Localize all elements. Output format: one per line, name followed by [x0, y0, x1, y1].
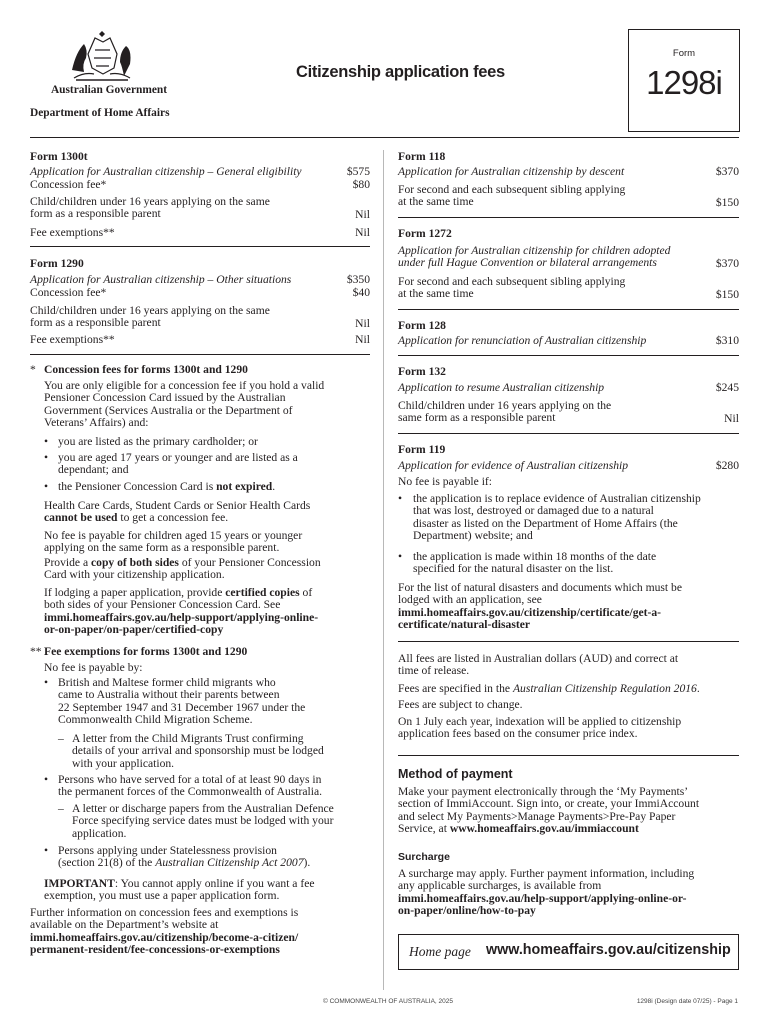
list-item-text [58, 481, 275, 493]
text-line: came to Australia without their parents between [58, 688, 280, 702]
indexation-note [398, 716, 681, 741]
concession-cards-note [44, 500, 310, 525]
list-item-text [58, 845, 310, 870]
fee-amount: $370 [715, 256, 739, 270]
text-line: applying on the same form as a responsible parent. [44, 541, 280, 555]
regulation-note [398, 683, 700, 695]
form-119-title: Form 119 [398, 443, 446, 456]
list-item-text [413, 551, 656, 576]
text-emphasis: certified copies [225, 586, 300, 599]
text-line: Government (Services Australia or the Department of [44, 403, 293, 417]
government-name: Australian Government [50, 84, 168, 96]
text-line: the permanent forces of the Commonwealth of Australia. [58, 785, 323, 799]
fee-description: under full Hague Convention or bilateral arrangements [398, 256, 657, 270]
fee-amount: $40 [352, 286, 370, 299]
fee-row [398, 460, 739, 472]
form-1300t-title: Form 1300t [30, 150, 88, 163]
bullet-icon: • [398, 550, 403, 563]
fee-amount: $80 [352, 178, 370, 191]
form-number: 1298i [646, 64, 722, 101]
text-line: A surcharge may apply. Further payment information, including [398, 867, 695, 880]
fee-row [398, 400, 739, 425]
homepage-label: Home page [409, 944, 471, 959]
text-line: Health Care Cards, Student Cards or Senior Health Cards [44, 499, 311, 512]
fee-description: Child/children under 16 years applying on the same [30, 304, 270, 317]
form-number-box [628, 29, 740, 132]
text-line: You are only eligible for a concession fee if you hold a valid [44, 379, 325, 392]
text-run: . [272, 480, 276, 493]
text-line: For the list of natural disasters and documents which must be [398, 581, 682, 594]
form-118-title: Form 118 [398, 150, 446, 163]
fee-description: Fee exemptions** [30, 226, 115, 239]
department-name: Department of Home Affairs [30, 107, 170, 119]
list-item-text [58, 774, 322, 799]
fee-description: at the same time [398, 195, 474, 209]
fee-description: Application for Australian citizenship by descent [398, 165, 625, 178]
fee-amount: Nil [355, 316, 370, 330]
text-emphasis: not expired [216, 480, 273, 493]
text-line: any applicable surcharges, is available from [398, 879, 602, 893]
text-line: No fee is payable for children aged 15 years or younger [44, 529, 303, 542]
concession-intro [44, 380, 324, 430]
text-line: A letter from the Child Migrants Trust confirming [72, 732, 304, 745]
fee-row [398, 335, 739, 347]
header-divider [30, 137, 739, 138]
copy-note [44, 557, 321, 582]
list-item-text: you are listed as the primary cardholder; or [58, 435, 258, 448]
section-divider [398, 433, 739, 434]
text-run: ). [303, 856, 311, 870]
footnote-marker: ** [30, 645, 42, 658]
form-1290-title: Form 1290 [30, 257, 84, 270]
bullet-icon: • [44, 451, 49, 464]
text-line: Further information on concession fees and exemptions is [30, 906, 299, 919]
text-line: application fees based on the consumer price index. [398, 727, 638, 741]
text-line: Pensioner Concession Card issued by the Australian [44, 391, 286, 405]
section-divider [30, 354, 370, 355]
fee-amount: $310 [715, 334, 739, 347]
text-line: A letter or discharge papers from the Australian Defence [72, 802, 334, 815]
fee-description: Concession fee* [30, 286, 107, 299]
form-label: Form [672, 48, 696, 59]
text-line: 22 September 1947 and 31 December 1967 under the [58, 700, 306, 714]
fee-description: Concession fee* [30, 178, 107, 191]
fee-row [30, 274, 370, 286]
no-fee-intro: No fee is payable if: [398, 475, 493, 488]
text-run: If lodging a paper application, provide [44, 586, 226, 599]
fee-description: Application for evidence of Australian citizenship [398, 459, 629, 472]
footnote-marker: * [30, 363, 36, 376]
section-divider [398, 755, 739, 756]
text-line: disaster as listed on the Department of Home Affairs (the [413, 516, 678, 530]
text-line: Veterans’ Affairs) and: [44, 416, 149, 430]
certified-copy-link[interactable]: or-on-paper/on-paper/certified-copy [44, 623, 224, 637]
text-run: : You cannot apply online if you want a fee [114, 877, 315, 890]
fee-row [30, 166, 370, 178]
section-divider [398, 217, 739, 218]
bullet-icon: • [44, 844, 49, 857]
text-line: lodged with an application, see [398, 593, 542, 607]
fee-row [30, 305, 370, 330]
homepage-box [398, 934, 739, 970]
fee-row [30, 287, 370, 299]
natural-disaster-link[interactable]: certificate/natural-disaster [398, 618, 530, 632]
text-run: (section 21(8) of the [58, 856, 156, 870]
list-item-text [58, 452, 298, 477]
payment-heading: Method of payment [398, 767, 513, 781]
text-line: section of ImmiAccount. Sign into, or create, your ImmiAccount [398, 797, 700, 811]
text-line: the application is made within 18 months of the date [413, 550, 657, 563]
section-divider [30, 246, 370, 247]
text-line: Card with your citizenship application. [44, 568, 225, 582]
text-line: you are aged 17 years or younger and are listed as a [58, 451, 298, 464]
natural-disaster-link[interactable]: immi.homeaffairs.gov.au/citizenship/certificate/get-a- [398, 605, 662, 619]
section-divider [398, 355, 739, 356]
list-item-text [72, 733, 324, 770]
text-line: the application is to replace evidence of Australian citizenship [413, 492, 701, 505]
text-emphasis: IMPORTANT [44, 877, 115, 890]
fee-description: Fee exemptions** [30, 333, 115, 346]
text-run: Service, at [398, 822, 450, 836]
fee-row [398, 166, 739, 178]
fee-description: Application to resume Australian citizenship [398, 381, 605, 394]
how-to-pay-link[interactable]: on-paper/online/how-to-pay [398, 904, 536, 918]
copyright-notice: © COMMONWEALTH OF AUSTRALIA, 2025 [323, 998, 453, 1005]
bullet-icon: • [398, 492, 403, 505]
fee-row [398, 245, 739, 270]
fee-description: Application for renunciation of Australian citizenship [398, 334, 647, 347]
fee-row [30, 227, 370, 239]
fee-amount: Nil [355, 207, 370, 221]
fee-description: same form as a responsible parent [398, 411, 556, 425]
form-1272-title: Form 1272 [398, 227, 452, 240]
fee-amount: $370 [715, 165, 739, 178]
bullet-icon: • [44, 773, 49, 786]
fee-amount: $575 [346, 165, 370, 178]
text-line: dependant; and [58, 463, 129, 477]
text-emphasis: copy of both sides [91, 556, 179, 569]
text-line: British and Maltese former child migrants who [58, 676, 276, 689]
bullet-icon: • [44, 676, 49, 689]
concession-heading: Concession fees for forms 1300t and 1290 [44, 363, 248, 376]
fee-description: Application for Australian citizenship – General eligibility [30, 165, 302, 178]
text-emphasis: cannot be used [44, 511, 118, 525]
page-title: Citizenship application fees [296, 63, 505, 81]
fee-amount: $280 [715, 459, 739, 472]
fee-amount: Nil [355, 226, 370, 239]
text-line: that was lost, destroyed or damaged due to a natural [413, 504, 654, 518]
dash-icon: – [58, 732, 64, 745]
fee-description: form as a responsible parent [30, 316, 161, 330]
text-line: available on the Department’s website at [30, 918, 219, 932]
list-item-text [58, 677, 305, 727]
page-info: 1298i (Design date 07/25) - Page 1 [636, 998, 738, 1005]
text-run: to get a concession fee. [117, 511, 229, 525]
text-line: All fees are listed in Australian dollars (AUD) and correct at [398, 652, 679, 665]
payment-instructions [398, 786, 699, 836]
fee-row [30, 179, 370, 191]
fee-row [398, 184, 739, 209]
text-run: of your Pensioner Concession [178, 556, 321, 569]
text-run: Provide a [44, 556, 92, 569]
certified-copy-note [44, 587, 318, 637]
fee-amount: $350 [346, 273, 370, 286]
fee-row [398, 382, 739, 394]
fee-description: Child/children under 16 years applying on the [398, 399, 612, 412]
list-item-text [72, 803, 334, 840]
children-note [44, 530, 302, 555]
text-line: Department) website; and [413, 529, 533, 543]
text-line: application. [72, 826, 127, 840]
fee-description: at the same time [398, 287, 474, 301]
bullet-icon: • [44, 480, 49, 493]
fee-description: Child/children under 16 years applying on the same [30, 195, 270, 208]
text-line: specified for the natural disaster on the list. [413, 562, 614, 576]
dash-icon: – [58, 802, 64, 815]
homepage-link[interactable]: www.homeaffairs.gov.au/citizenship [486, 942, 731, 958]
fee-description: Application for Australian citizenship – Other situations [30, 273, 292, 286]
section-divider [398, 309, 739, 310]
text-emphasis: Australian Citizenship Act 2007 [155, 856, 304, 870]
fee-amount: $245 [715, 381, 739, 394]
text-line: Persons applying under Statelessness provision [58, 844, 277, 857]
bullet-icon: • [44, 435, 49, 448]
text-run: the Pensioner Concession Card is [58, 480, 217, 493]
further-info [30, 907, 298, 957]
immiaccount-link[interactable]: www.homeaffairs.gov.au/immiaccount [449, 822, 639, 836]
fee-row [30, 196, 370, 221]
text-line: with your application. [72, 756, 175, 770]
text-line: both sides of your Pensioner Concession Card. See [44, 598, 281, 612]
fee-row [398, 276, 739, 301]
important-note [44, 878, 315, 903]
text-line: On 1 July each year, indexation will be applied to citizenship [398, 715, 682, 728]
natural-disaster-note [398, 582, 682, 632]
currency-note [398, 653, 678, 678]
text-run: . [696, 682, 700, 695]
fee-concessions-link[interactable]: immi.homeaffairs.gov.au/citizenship/become-a-citizen/ [30, 930, 299, 944]
change-note: Fees are subject to change. [398, 698, 523, 711]
surcharge-heading: Surcharge [398, 851, 450, 863]
text-line: exemption, you must use a paper application form. [44, 889, 280, 903]
text-run: of [299, 586, 313, 599]
section-divider [398, 641, 739, 642]
column-divider [383, 150, 384, 990]
exemptions-heading: Fee exemptions for forms 1300t and 1290 [44, 645, 248, 658]
fee-amount: Nil [724, 411, 739, 425]
fee-description: form as a responsible parent [30, 207, 161, 221]
exemptions-intro: No fee is payable by: [44, 661, 143, 674]
surcharge-info [398, 868, 694, 918]
text-line: Persons who have served for a total of at least 90 days in [58, 773, 322, 786]
fee-concessions-link[interactable]: permanent-resident/fee-concessions-or-exemptions [30, 943, 280, 957]
text-line: details of your arrival and sponsorship must be lodged [72, 744, 324, 758]
text-line: and select My Payments>Manage Payments>Pre-Pay Paper [398, 809, 676, 823]
list-item-text [413, 493, 701, 543]
how-to-pay-link[interactable]: immi.homeaffairs.gov.au/help-support/applying-online-or- [398, 891, 687, 905]
text-line: Commonwealth Child Migration Scheme. [58, 713, 253, 727]
certified-copy-link[interactable]: immi.homeaffairs.gov.au/help-support/applying-online- [44, 610, 319, 624]
fee-row [30, 334, 370, 346]
coat-of-arms-logo [66, 30, 138, 84]
text-line: Force specifying service dates must be lodged with your [72, 814, 334, 828]
fee-amount: $150 [715, 195, 739, 209]
text-line: Make your payment electronically through the ‘My Payments’ [398, 785, 689, 798]
text-run: Fees are specified in the [398, 682, 513, 695]
fee-description: For second and each subsequent sibling applying [398, 183, 626, 196]
form-132-title: Form 132 [398, 365, 446, 378]
text-emphasis: Australian Citizenship Regulation 2016 [512, 682, 697, 695]
fee-description: For second and each subsequent sibling applying [398, 275, 626, 288]
fee-description: Application for Australian citizenship for children adopted [398, 244, 671, 257]
fee-amount: $150 [715, 287, 739, 301]
fee-amount: Nil [355, 333, 370, 346]
form-128-title: Form 128 [398, 319, 446, 332]
text-line: time of release. [398, 664, 470, 678]
